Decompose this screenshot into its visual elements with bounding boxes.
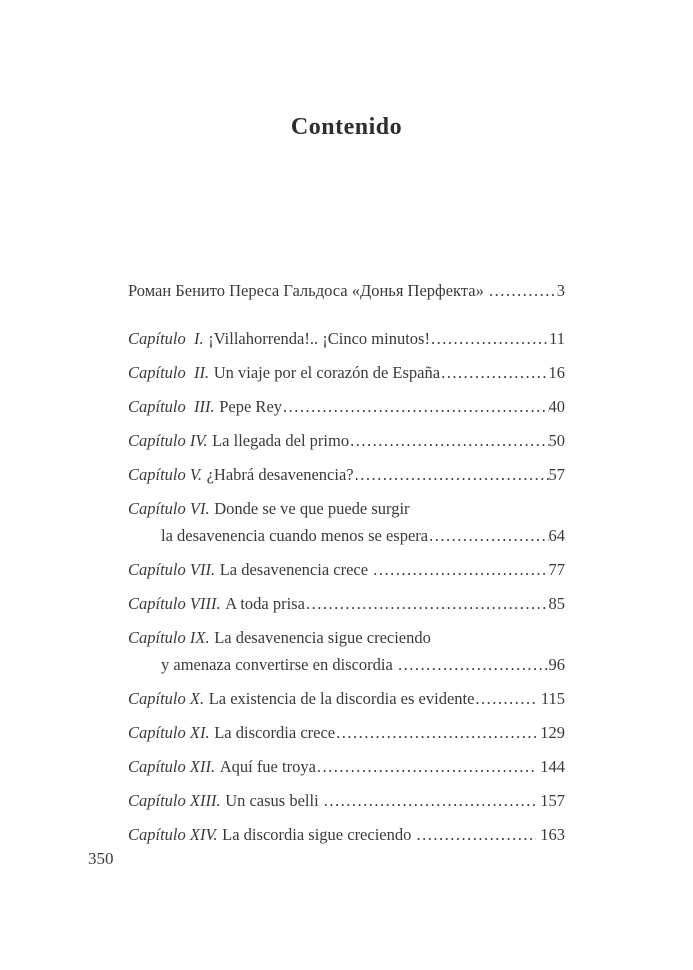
toc-entry — [128, 556, 565, 583]
chapter-label: Capítulo X. — [128, 689, 205, 708]
chapter-label: Capítulo VIII. — [128, 594, 221, 613]
entry-page: 85 — [548, 594, 565, 613]
chapter-label: Capítulo V. — [128, 465, 202, 484]
toc-entry — [128, 359, 565, 386]
toc-entry-line — [128, 495, 565, 522]
dot-leader — [306, 590, 549, 617]
toc-entry — [128, 685, 565, 712]
entry-title: ¿Habrá desavenencia? — [206, 465, 354, 484]
chapter-label: Capítulo I. — [128, 329, 204, 348]
toc-entry-line — [128, 821, 565, 848]
dot-leader — [350, 427, 548, 454]
toc-entry — [128, 495, 565, 549]
toc-entry — [128, 590, 565, 617]
entry-title: Un casus belli — [225, 791, 323, 810]
entry-page: 3 — [556, 281, 565, 300]
chapter-label: Capítulo VII. — [128, 560, 216, 579]
toc-entry-line — [128, 359, 565, 386]
toc-entry — [128, 393, 565, 420]
entry-title: ¡Villahorrenda!.. ¡Cinco minutos! — [208, 329, 430, 348]
dot-leader — [431, 325, 549, 352]
chapter-label: Capítulo III. — [128, 397, 215, 416]
dot-leader — [355, 461, 549, 488]
toc-entry-line — [128, 787, 565, 814]
dot-leader — [373, 556, 548, 583]
entry-page: 40 — [548, 397, 565, 416]
toc-entry — [128, 461, 565, 488]
chapter-label: Capítulo IV. — [128, 431, 208, 450]
entry-title: Aquí fue troya — [219, 757, 316, 776]
toc-entry — [128, 719, 565, 746]
dot-leader — [283, 393, 548, 420]
toc-entry — [128, 427, 565, 454]
toc-entry-line — [128, 461, 565, 488]
entry-page: 16 — [548, 363, 565, 382]
entry-page: 50 — [548, 431, 565, 450]
entry-page: 77 — [548, 560, 565, 579]
entry-page: 11 — [549, 329, 565, 348]
page-title: Contenido — [290, 114, 403, 140]
toc-entry-line — [128, 277, 565, 304]
entry-page: 115 — [536, 689, 565, 708]
dot-leader — [324, 787, 536, 814]
entry-page: 64 — [548, 526, 565, 545]
toc-entry-line — [128, 590, 565, 617]
chapter-label: Capítulo XIII. — [128, 791, 221, 810]
entry-title: La discordia sigue creciendo — [222, 825, 416, 844]
toc-entry-line2 — [128, 522, 565, 549]
chapter-label: Capítulo II. — [128, 363, 210, 382]
entry-page: 157 — [536, 791, 565, 810]
entry-title: La discordia crece — [214, 723, 336, 742]
toc-entry-line — [128, 719, 565, 746]
entry-title: Donde se ve que puede surgir — [214, 499, 410, 518]
toc-entry-line — [128, 685, 565, 712]
chapter-label: Capítulo XIV. — [128, 825, 218, 844]
entry-title: La existencia de la discordia es evidente — [208, 689, 475, 708]
entry-page: 57 — [548, 465, 565, 484]
chapter-label: Capítulo XI. — [128, 723, 210, 742]
dot-leader — [489, 277, 557, 304]
chapter-label: Capítulo VI. — [128, 499, 210, 518]
dot-leader — [336, 719, 536, 746]
toc-entry-line — [128, 325, 565, 352]
dot-leader — [441, 359, 548, 386]
toc-entry-line — [128, 427, 565, 454]
dot-leader — [475, 685, 536, 712]
toc-entry-line2 — [128, 651, 565, 678]
page-number: 350 — [88, 849, 114, 868]
entry-page: 96 — [548, 655, 565, 674]
entry-title: La llegada del primo — [212, 431, 350, 450]
toc-list — [128, 277, 565, 855]
entry-page: 163 — [536, 825, 565, 844]
entry-title: Роман Бенито Переса Гальдоса «Донья Перфекта» — [128, 281, 488, 300]
toc-entry-line — [128, 556, 565, 583]
toc-entry — [128, 624, 565, 678]
dot-leader — [398, 651, 549, 678]
entry-title: Un viaje por el corazón de España — [213, 363, 441, 382]
toc-entry — [128, 753, 565, 780]
entry-title: A toda prisa — [225, 594, 305, 613]
toc-entry-line — [128, 624, 565, 651]
entry-subtitle: y amenaza convertirse en discordia — [161, 655, 397, 674]
toc-entry — [128, 277, 565, 304]
dot-leader — [317, 753, 536, 780]
entry-title: La desavenencia sigue creciendo — [214, 628, 431, 647]
entry-title: Pepe Rey — [219, 397, 283, 416]
toc-entry-line — [128, 753, 565, 780]
toc-entry — [128, 325, 565, 352]
chapter-label: Capítulo XII. — [128, 757, 216, 776]
entry-title: La desavenencia crece — [219, 560, 373, 579]
dot-leader — [429, 522, 548, 549]
entry-subtitle: la desavenencia cuando menos se espera — [161, 526, 429, 545]
chapter-label: Capítulo IX. — [128, 628, 210, 647]
toc-entry — [128, 787, 565, 814]
toc-entry — [128, 821, 565, 848]
entry-page: 144 — [536, 757, 565, 776]
toc-entry-line — [128, 393, 565, 420]
dot-leader — [417, 821, 537, 848]
entry-page: 129 — [536, 723, 565, 742]
